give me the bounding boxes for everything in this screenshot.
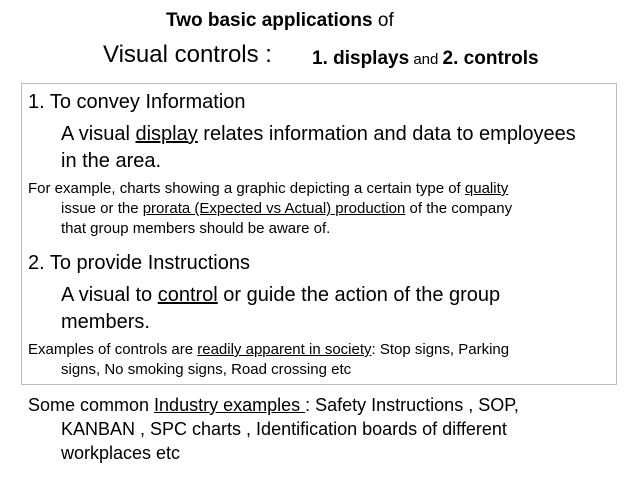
section1-prorata-link: prorata (Expected vs Actual) production — [142, 200, 406, 217]
section2-example-post: : Stop signs, Parking — [371, 341, 510, 358]
section1-quality-link: quality — [464, 180, 509, 197]
title-and: and — [409, 51, 443, 68]
section2-control-link: control — [157, 284, 218, 306]
section2-example-pre: Examples of controls are — [28, 341, 198, 358]
title-line-1 — [166, 10, 394, 32]
section1-display-link: display — [135, 123, 198, 145]
section1-body-post: relates information and data to employees — [197, 123, 576, 145]
section1-example-line3: that group members should be aware of. — [61, 220, 331, 237]
section2-society-link: readily apparent in society — [197, 341, 372, 358]
section2-body-post: or guide the action of the group — [217, 284, 501, 306]
footer-pre: Some common — [28, 395, 155, 415]
title-items — [312, 48, 539, 70]
footer-post: : Safety Instructions , SOP, — [305, 395, 519, 415]
section1-example-line2 — [61, 200, 512, 217]
footer-industry-link: Industry examples — [154, 395, 306, 415]
footer-line2: KANBAN , SPC charts , Identification boards of different — [61, 419, 507, 439]
section1-example-line1 — [28, 180, 508, 197]
section1-heading: 1. To convey Information — [28, 91, 246, 113]
section1-body-line2: in the area. — [61, 150, 162, 172]
footer-line3: workplaces etc — [61, 443, 181, 463]
title-of: of — [372, 10, 394, 31]
title-item-controls: 2. controls — [442, 48, 539, 69]
title-visual-controls: Visual controls : — [103, 41, 272, 68]
section1-example-pre: For example, charts showing a graphic depicting a certain type of — [28, 180, 465, 197]
section2-heading: 2. To provide Instructions — [28, 252, 250, 274]
section1-example-line2-post: of the company — [405, 200, 513, 217]
section1-example-line2-pre: issue or the — [61, 200, 143, 217]
section2-body-line1 — [61, 284, 500, 307]
title-item-displays: 1. displays — [312, 48, 410, 69]
title-bold: Two basic applications — [166, 10, 373, 31]
section2-body-pre: A visual to — [61, 284, 158, 306]
section1-body-pre: A visual — [61, 123, 136, 145]
section2-body-line2: members. — [61, 311, 150, 333]
section2-example-line1 — [28, 341, 509, 358]
section1-body-line1 — [61, 123, 576, 146]
footer-line1 — [28, 395, 519, 416]
section2-example-line2: signs, No smoking signs, Road crossing etc — [61, 361, 352, 378]
